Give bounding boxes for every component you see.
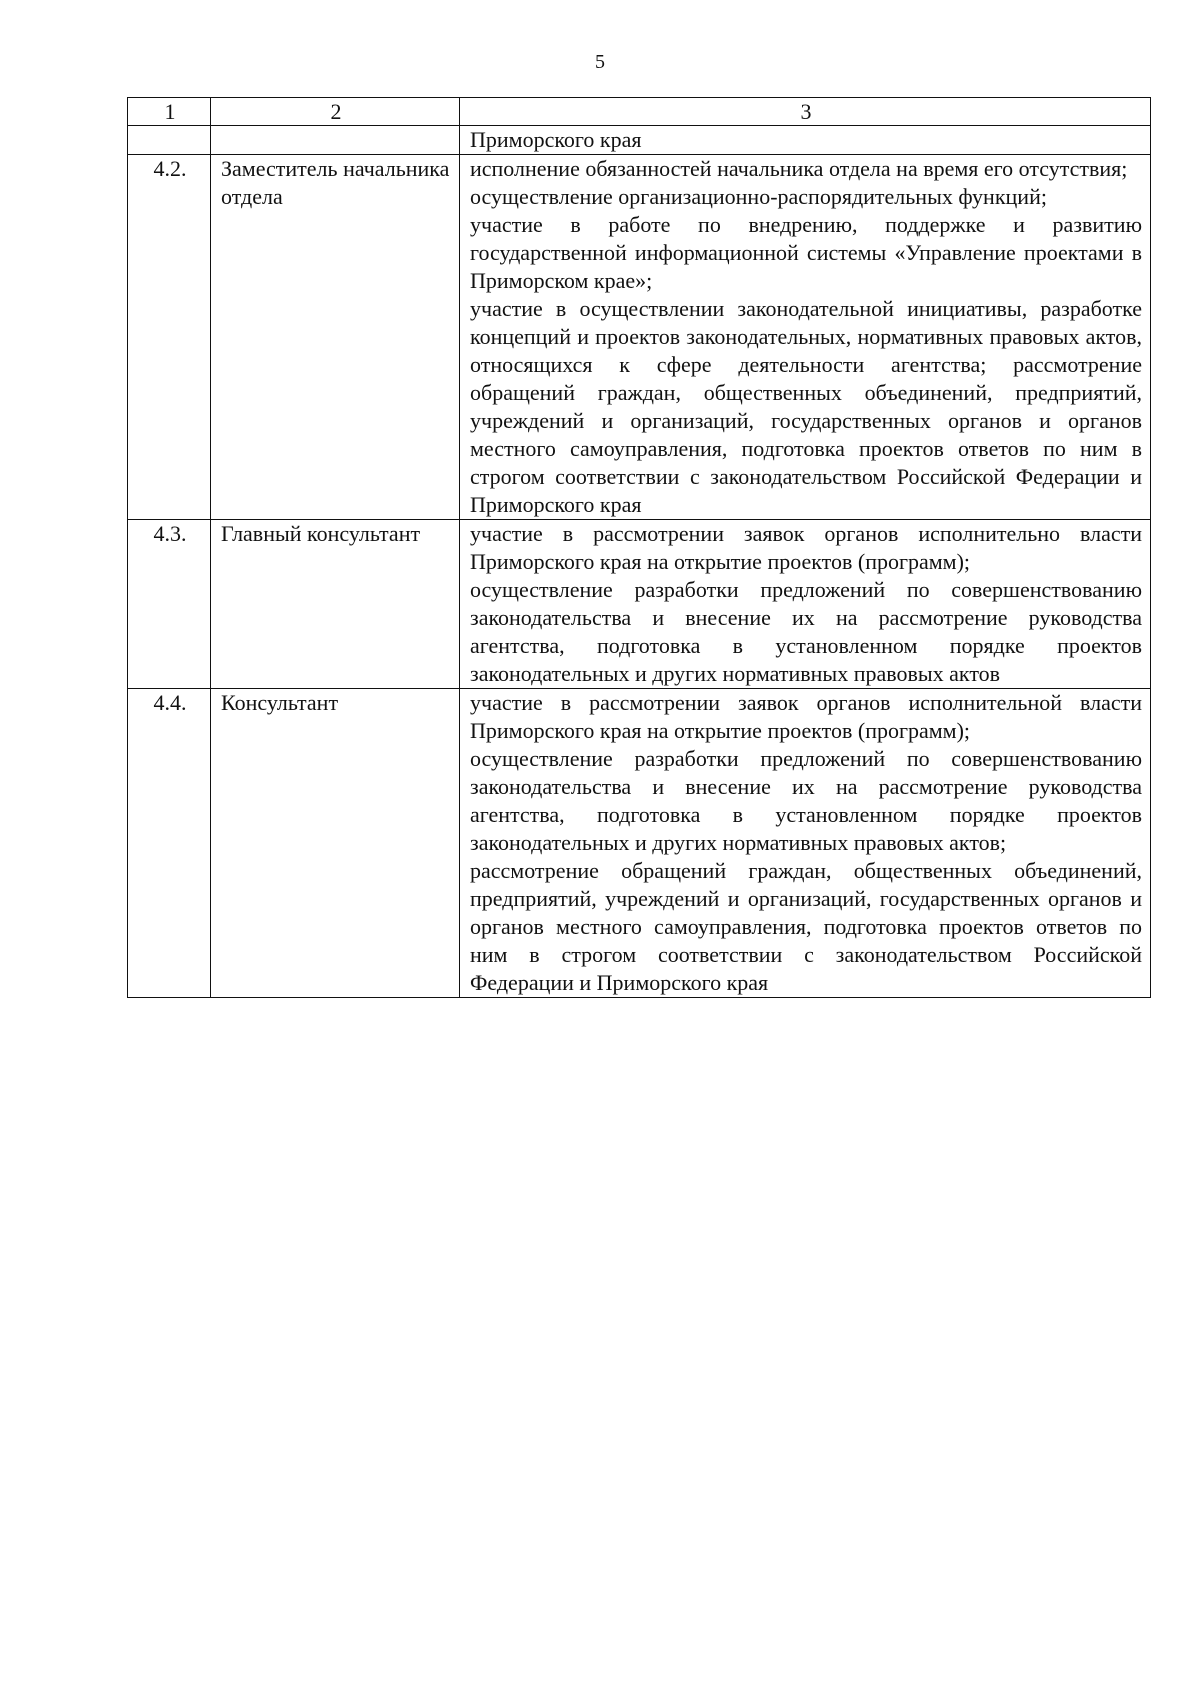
continuation-num-cell (128, 126, 211, 155)
row-duties (460, 689, 1151, 998)
duty-item: участие в рассмотрении заявок органов исполнительной власти Приморского края на открытие проектов (программ); (470, 690, 1142, 743)
duty-item: осуществление разработки предложений по совершенствованию законодательства и внесение их на рассмотрение руководства агентства, подготовка в установленном порядке проектов законодательных и других нормативных правовых актов; (470, 746, 1142, 855)
duty-item: участие в осуществлении законодательной инициативы, разработке концепций и проектов законодательных, нормативных правовых актов, относящихся к сфере деятельности агентства; рассмотрение обращений граждан, общественных объединений, предприятий, учреждений и организаций, государственных органов и органов местного самоуправления, подготовка проектов ответов по ним в строгом соответствии с законодательством Российской Федерации и Приморского края (470, 296, 1142, 517)
table-row (128, 155, 1151, 520)
row-duties (460, 520, 1151, 689)
row-number: 4.4. (128, 689, 211, 998)
table-row (128, 689, 1151, 998)
duty-item: участие в работе по внедрению, поддержке и развитию государственной информационной системы «Управление проектами в Приморском крае»; (470, 212, 1142, 293)
continuation-row (128, 126, 1151, 155)
duties-table (127, 97, 1151, 998)
duty-item: исполнение обязанностей начальника отдела на время его отсутствия; (470, 156, 1128, 181)
row-position: Консультант (211, 689, 460, 998)
row-number: 4.3. (128, 520, 211, 689)
row-number: 4.2. (128, 155, 211, 520)
column-header-number: 1 (128, 98, 211, 126)
continuation-position-cell (211, 126, 460, 155)
row-position: Главный консультант (211, 520, 460, 689)
row-duties (460, 155, 1151, 520)
duty-item: осуществление разработки предложений по совершенствованию законодательства и внесение их на рассмотрение руководства агентства, подготовка в установленном порядке проектов законодательных и других нормативных правовых актов (470, 577, 1142, 686)
duty-item: участие в рассмотрении заявок органов исполнительно власти Приморского края на открытие проектов (программ); (470, 521, 1142, 574)
row-position: Заместитель начальника отдела (211, 155, 460, 520)
table-row (128, 520, 1151, 689)
page-number: 5 (595, 51, 605, 73)
duty-item: осуществление организационно-распорядительных функций; (470, 184, 1047, 209)
column-header-position: 2 (211, 98, 460, 126)
column-header-duties: 3 (460, 98, 1151, 126)
continuation-duties-cell: Приморского края (460, 126, 1151, 155)
table-header-row (128, 98, 1151, 126)
duty-item: рассмотрение обращений граждан, общественных объединений, предприятий, учреждений и организаций, государственных органов и органов местного самоуправления, подготовка проектов ответов по ним в строгом соответствии с законодательством Российской Федерации и Приморского края (470, 858, 1142, 995)
